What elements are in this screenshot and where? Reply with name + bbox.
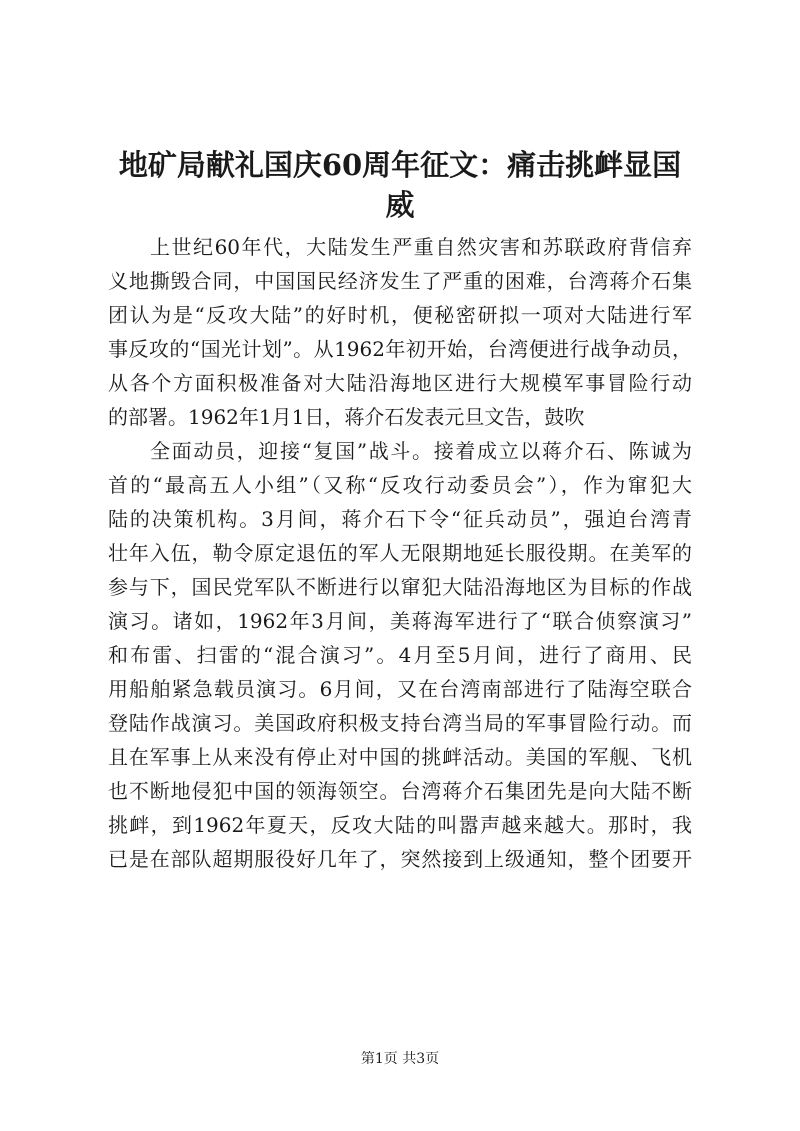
page-number-footer: 第1页 共3页 — [360, 1051, 440, 1067]
text-line: 首的“最高五人小组”（又称“反攻行动委员会”），作为窜犯大 — [108, 473, 692, 497]
text-line: 登陆作战演习。美国政府积极支持台湾当局的军事冒险行动。而 — [108, 711, 692, 735]
text-line: 壮年入伍，勒令原定退伍的军人无限期地延长服役期。在美军的 — [108, 541, 692, 565]
text-line: 全面动员，迎接“复国”战斗。接着成立以蒋介石、陈诚为 — [150, 439, 692, 463]
text-line: 义地撕毁合同，中国国民经济发生了严重的困难，台湾蒋介石集 — [108, 269, 692, 293]
document-title — [100, 145, 700, 225]
document-title-line-1: 地矿局献礼国庆60周年征文：痛击挑衅显国 — [118, 148, 682, 182]
text-line: 陆的决策机构。3月间，蒋介石下令“征兵动员”，强迫台湾青 — [108, 507, 692, 531]
text-line: 事反攻的“国光计划”。从1962年初开始，台湾便进行战争动员， — [108, 337, 692, 361]
document-title-line-2: 威 — [385, 188, 415, 222]
text-line: 的部署。1962年1月1日，蒋介石发表元旦文告，鼓吹 — [108, 405, 585, 429]
text-line: 演习。诸如，1962年3月间，美蒋海军进行了“联合侦察演习” — [108, 609, 692, 633]
text-line: 从各个方面积极准备对大陆沿海地区进行大规模军事冒险行动 — [108, 371, 692, 395]
text-line: 团认为是“反攻大陆”的好时机，便秘密研拟一项对大陆进行军 — [108, 303, 692, 327]
text-line: 参与下，国民党军队不断进行以窜犯大陆沿海地区为目标的作战 — [108, 575, 692, 599]
text-line: 且在军事上从来没有停止对中国的挑衅活动。美国的军舰、飞机 — [108, 745, 692, 769]
text-line: 上世纪60年代，大陆发生严重自然灾害和苏联政府背信弃 — [150, 235, 692, 259]
text-line: 已是在部队超期服役好几年了，突然接到上级通知，整个团要开 — [108, 847, 692, 871]
text-line: 也不断地侵犯中国的领海领空。台湾蒋介石集团先是向大陆不断 — [108, 779, 692, 803]
text-line: 和布雷、扫雷的“混合演习”。4月至5月间，进行了商用、民 — [108, 643, 692, 667]
document-body — [108, 230, 692, 876]
text-line: 挑衅，到1962年夏天，反攻大陆的叫嚣声越来越大。那时，我 — [108, 813, 692, 837]
text-line: 用船舶紧急载员演习。6月间，又在台湾南部进行了陆海空联合 — [108, 677, 692, 701]
